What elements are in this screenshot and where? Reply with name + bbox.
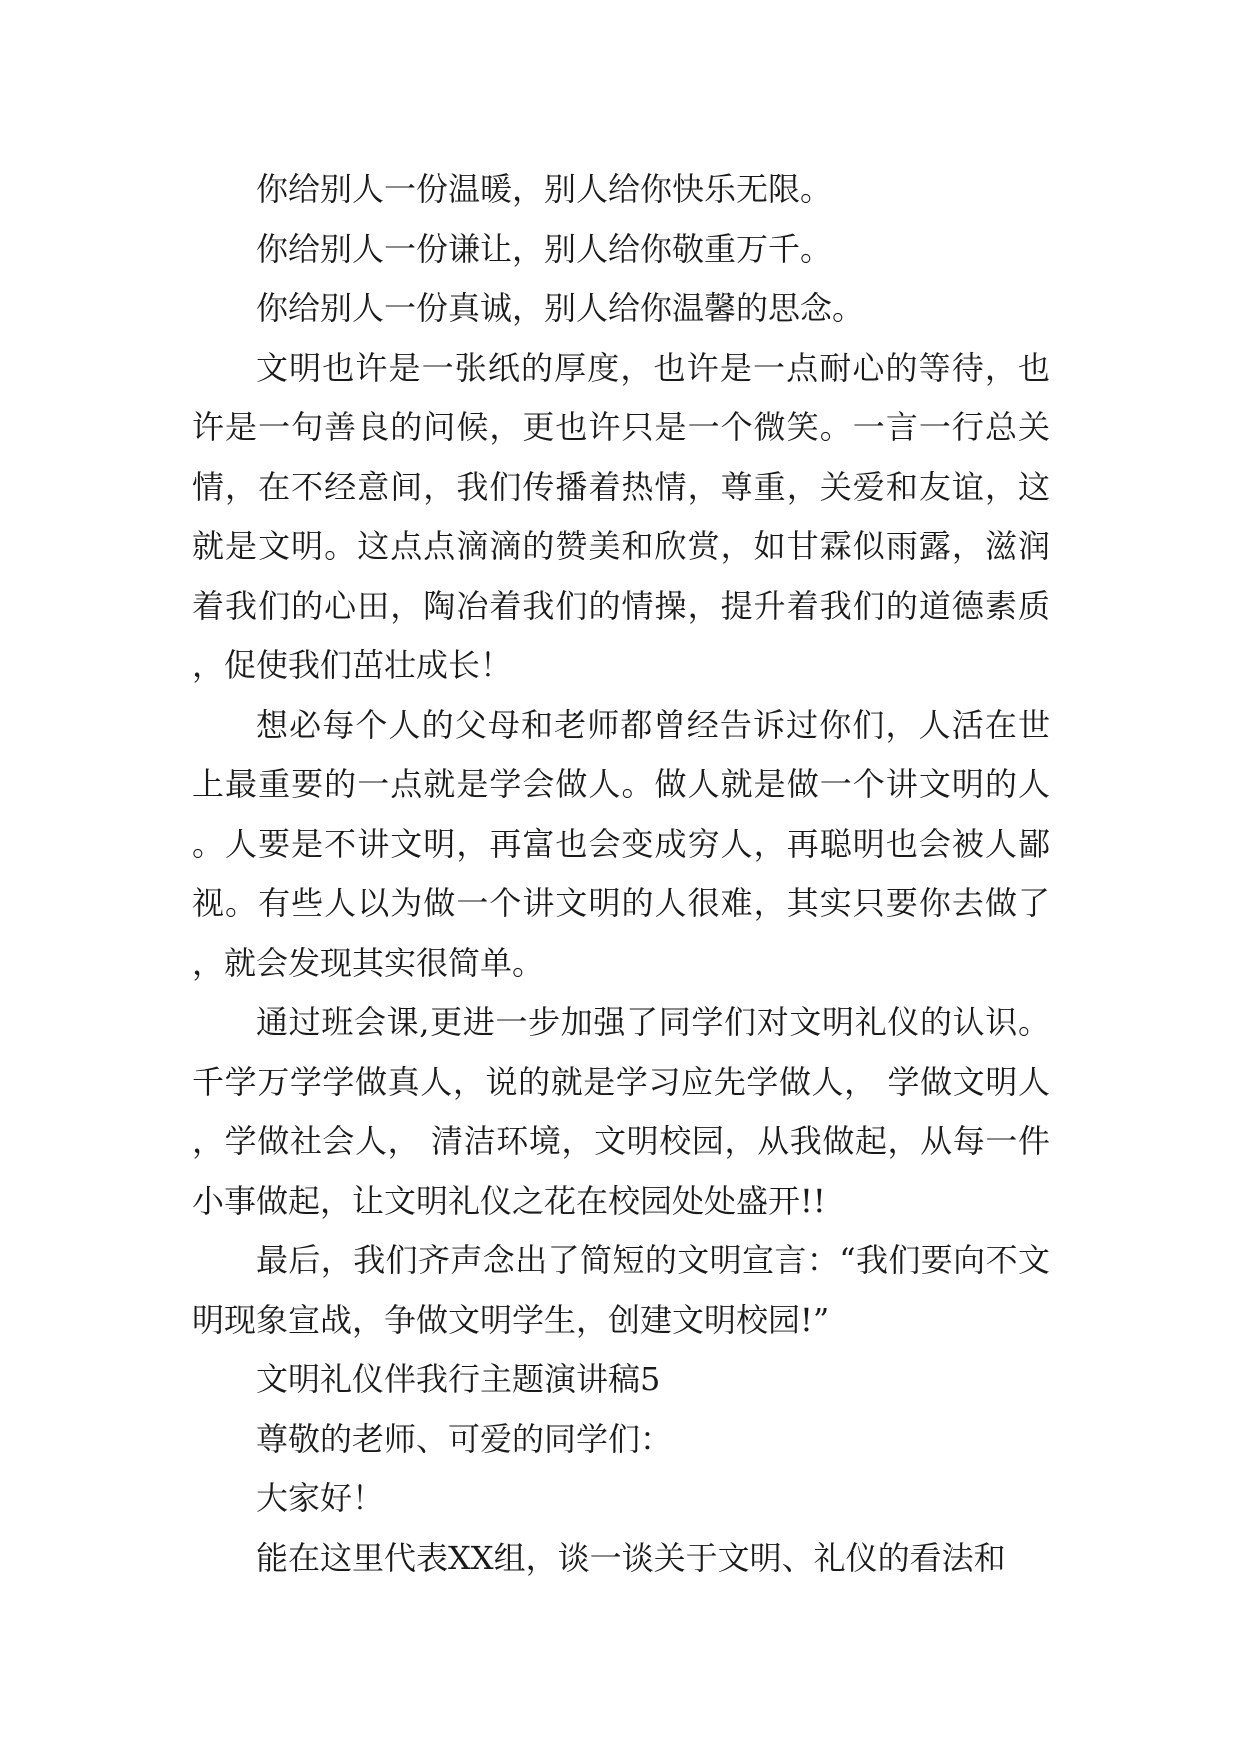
- paragraph: 想必每个人的父母和老师都曾经告诉过你们，人活在世上最重要的一点就是学会做人。做人就是做一个讲文明的人。人要是不讲文明，再富也会变成穷人，再聪明也会被人鄙视。有些人以为做一个讲文明的人很难，其实只要你去做了，就会发现其实很简单。: [192, 705, 1050, 982]
- paragraph: 你给别人一份真诚，别人给你温馨的思念。: [256, 289, 865, 327]
- salutation: 尊敬的老师、可爱的同学们：: [256, 1419, 673, 1458]
- section-title: 文明礼仪伴我行主题演讲稿5: [256, 1360, 661, 1398]
- document-body: [192, 160, 1050, 1588]
- paragraph: 你给别人一份谦让，别人给你敬重万千。: [256, 229, 833, 268]
- paragraph: 你给别人一份温暖，别人给你快乐无限。: [256, 170, 833, 208]
- paragraph: 最后，我们齐声念出了简短的文明宣言：“我们要向不文明现象宣战，争做文明学生，创建文明校园!”: [192, 1241, 1050, 1339]
- greeting: 大家好！: [256, 1479, 385, 1517]
- paragraph: 能在这里代表XX组，谈一谈关于文明、礼仪的看法和: [256, 1538, 1006, 1577]
- paragraph: 通过班会课,更进一步加强了同学们对文明礼仪的认识。千学万学学做真人，说的就是学习应先学做人， 学做文明人，学做社会人， 清洁环境，文明校园，从我做起，从每一件小事做起，让文明礼仪之花在校园处处盛开!!: [192, 1003, 1050, 1220]
- paragraph: 文明也许是一张纸的厚度，也许是一点耐心的等待，也许是一句善良的问候，更也许只是一个微笑。一言一行总关情，在不经意间，我们传播着热情，尊重，关爱和友谊，这就是文明。这点点滴滴的赞美和欣赏，如甘霖似雨露，滋润着我们的心田，陶冶着我们的情操，提升着我们的道德素质，促使我们茁壮成长！: [192, 348, 1050, 684]
